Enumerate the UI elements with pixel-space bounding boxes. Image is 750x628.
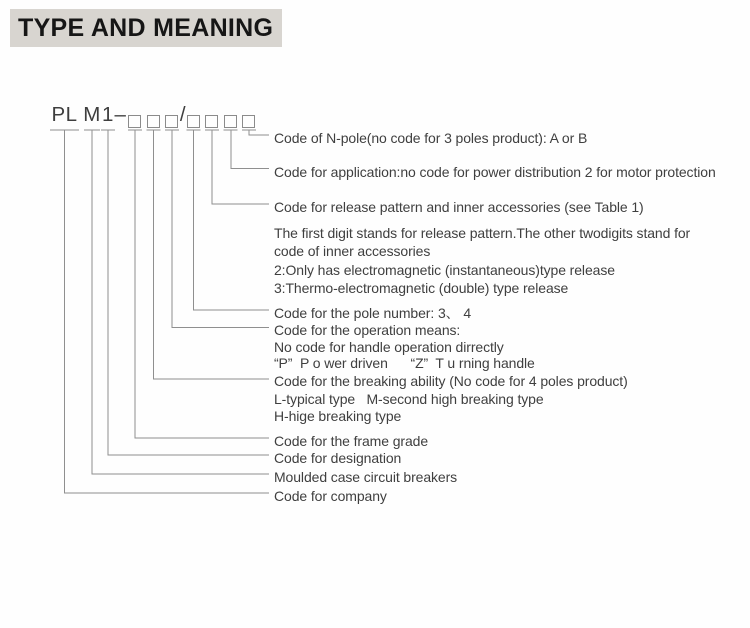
model-digit-box-3 bbox=[165, 115, 178, 128]
model-segment-1: M bbox=[83, 103, 101, 126]
annotation-operation-means-line-1: No code for handle operation dirrectly bbox=[274, 338, 504, 355]
model-digit-box-1 bbox=[128, 115, 141, 128]
section-title: TYPE AND MEANING bbox=[18, 13, 274, 42]
annotation-designation-line-0: Code for designation bbox=[274, 450, 402, 466]
model-dash: – bbox=[114, 103, 127, 126]
connector-operation-means bbox=[172, 131, 269, 328]
annotation-moulded-case-circuit-breakers bbox=[274, 468, 457, 486]
connector-release-pattern bbox=[212, 131, 269, 205]
annotation-designation bbox=[274, 449, 401, 467]
model-digit-box-2 bbox=[147, 115, 160, 128]
annotation-breaking-ability bbox=[274, 373, 628, 425]
annotation-application-line-0: Code for application:no code for power distribution 2 for motor protection bbox=[274, 163, 716, 180]
annotation-n-pole-line-0: Code of N-pole(no code for 3 poles product): A or B bbox=[274, 130, 588, 146]
model-digit-box-4 bbox=[187, 115, 200, 128]
annotation-operation-means-line-2: “P” P o wer driven “Z” T u rning handle bbox=[274, 355, 535, 372]
model-segment-0: PL bbox=[51, 103, 78, 126]
annotation-release-pattern-note-line-3: 3:Thermo-electromagnetic (double) type release bbox=[274, 279, 569, 296]
connector-breaking-ability bbox=[154, 131, 270, 380]
model-digit-box-5 bbox=[205, 115, 218, 128]
annotation-breaking-ability-line-0: Code for the breaking ability (No code for 4 poles product) bbox=[274, 373, 628, 390]
annotation-release-pattern-note-line-2: 2:Only has electromagnetic (instantaneous)type release bbox=[274, 261, 615, 278]
model-digit-box-7 bbox=[242, 115, 255, 128]
annotation-n-pole bbox=[274, 129, 587, 147]
annotation-application bbox=[274, 163, 716, 181]
model-segment-2: 1 bbox=[102, 103, 114, 126]
annotation-company bbox=[274, 487, 387, 505]
annotation-pole-number bbox=[274, 304, 471, 322]
connector-frame-grade bbox=[135, 131, 269, 439]
annotation-release-pattern-note bbox=[274, 224, 690, 298]
connector-company bbox=[65, 131, 270, 494]
model-digit-box-6 bbox=[224, 115, 237, 128]
model-slash: / bbox=[179, 103, 187, 126]
annotation-release-pattern-line-0: Code for release pattern and inner accessories (see Table 1) bbox=[274, 199, 644, 215]
connector-pole-number bbox=[194, 131, 270, 311]
annotation-moulded-case-circuit-breakers-line-0: Moulded case circuit breakers bbox=[274, 469, 458, 485]
annotation-release-pattern-note-line-1: code of inner accessories bbox=[274, 243, 431, 260]
connector-designation bbox=[108, 131, 269, 456]
section-title-bar bbox=[10, 9, 282, 47]
annotation-pole-number-line-0: Code for the pole number: 3、 4 bbox=[274, 305, 472, 321]
annotation-release-pattern bbox=[274, 198, 644, 216]
annotation-breaking-ability-line-1: L-typical type M-second high breaking type bbox=[274, 390, 544, 407]
annotation-operation-means bbox=[274, 322, 535, 371]
annotation-operation-means-line-0: Code for the operation means: bbox=[274, 322, 461, 339]
annotation-company-line-0: Code for company bbox=[274, 488, 387, 504]
connector-moulded-case-circuit-breakers bbox=[92, 131, 269, 475]
connector-n-pole bbox=[249, 131, 269, 136]
annotation-frame-grade-line-0: Code for the frame grade bbox=[274, 433, 429, 449]
connector-application bbox=[231, 131, 269, 169]
annotation-breaking-ability-line-2: H-hige breaking type bbox=[274, 408, 402, 425]
annotation-release-pattern-note-line-0: The first digit stands for release pattern.The other twodigits stand for bbox=[274, 224, 691, 241]
annotation-frame-grade bbox=[274, 432, 428, 450]
